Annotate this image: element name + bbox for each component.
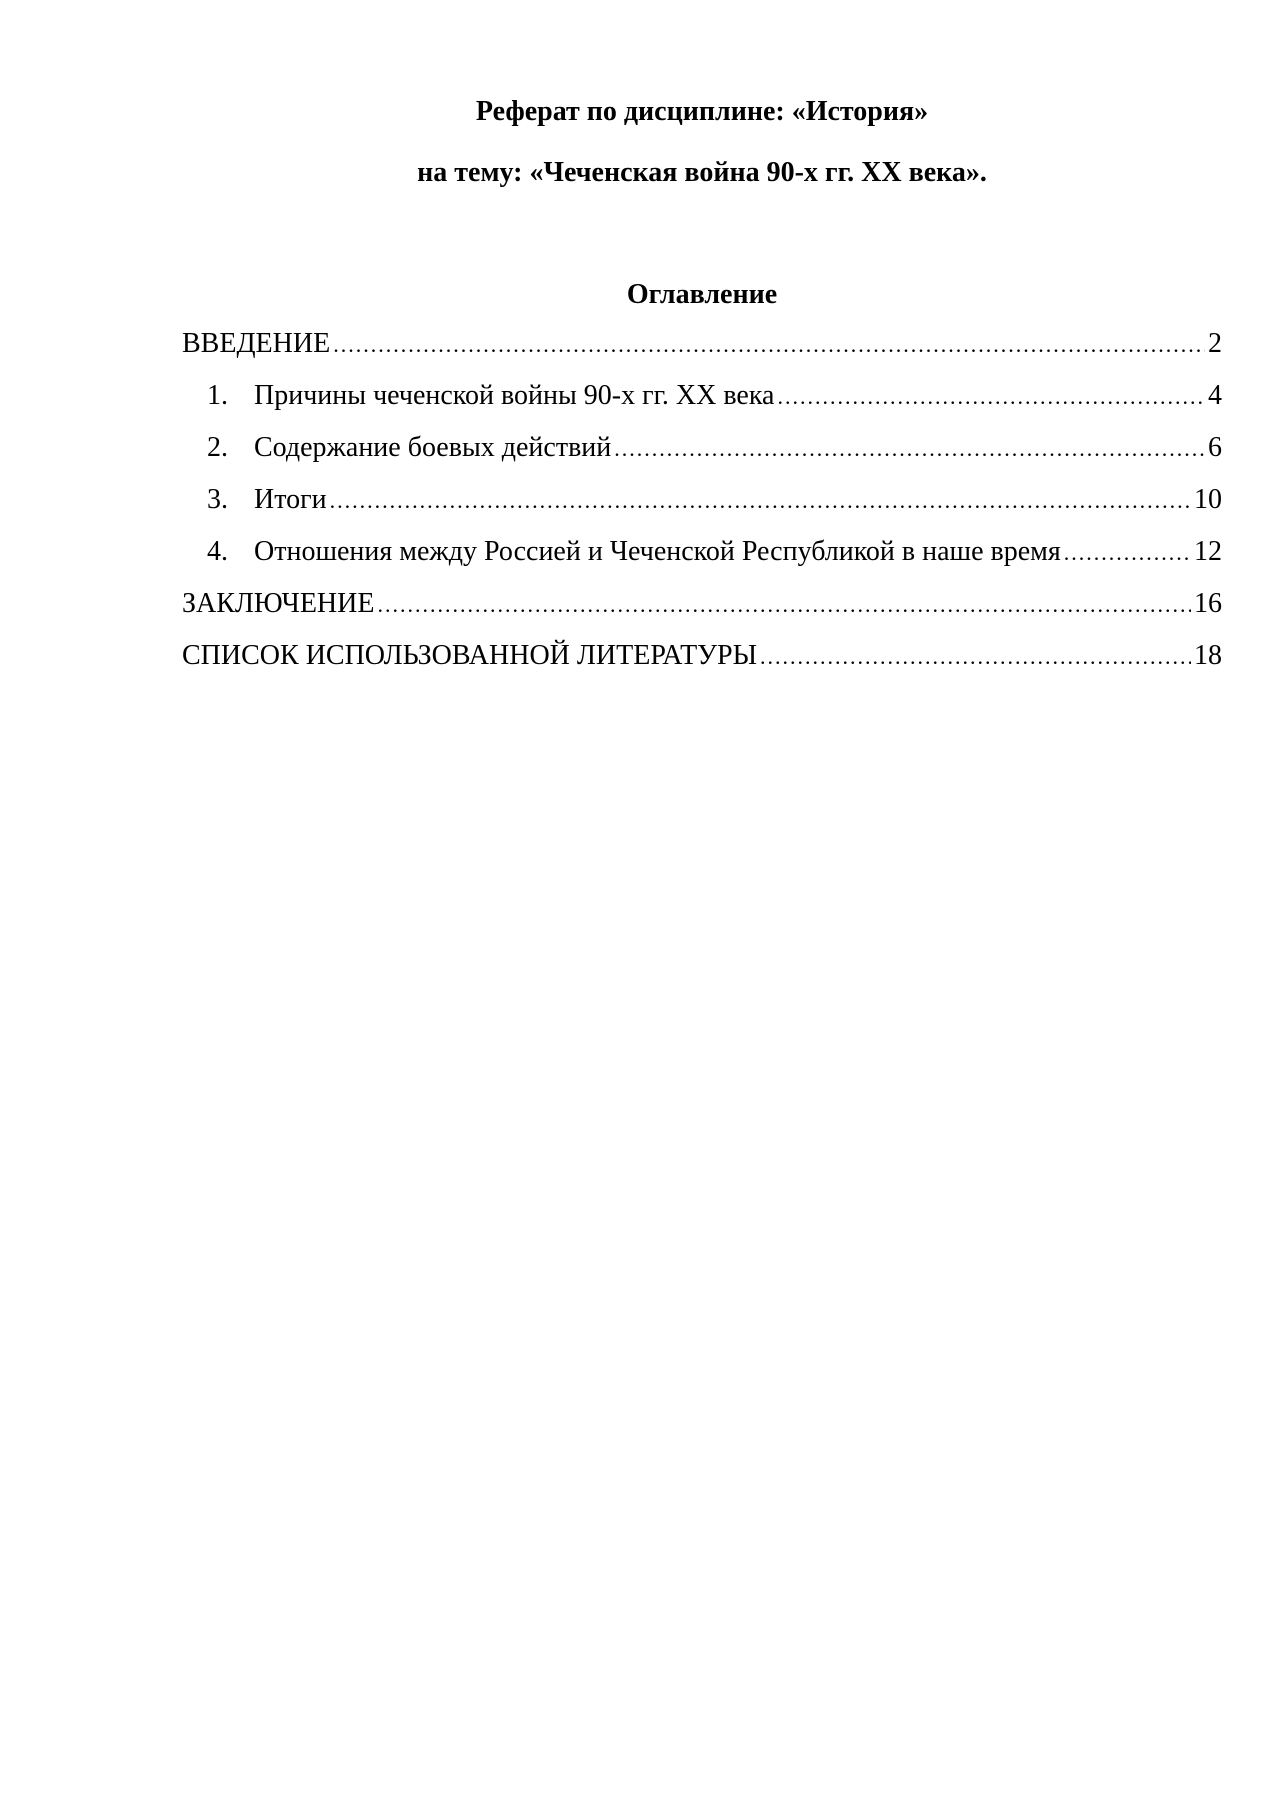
- document-subtitle: на тему: «Чеченская война 90-х гг. XX века».: [417, 157, 987, 188]
- toc-dot-leader: [777, 379, 1205, 415]
- toc-dot-leader: [333, 327, 1205, 363]
- toc-entry-page: 2: [1208, 328, 1222, 359]
- toc-entry-page: 12: [1194, 536, 1222, 567]
- toc-entry-conclusion[interactable]: [182, 586, 1222, 638]
- toc-entry-label: Отношения между Россией и Чеченской Республикой в наше время: [254, 536, 1061, 567]
- toc-entry-page: 16: [1194, 588, 1222, 619]
- toc-entry-label: СПИСОК ИСПОЛЬЗОВАННОЙ ЛИТЕРАТУРЫ: [182, 640, 757, 671]
- toc-dot-leader: [614, 431, 1205, 467]
- toc-entry-label: Причины чеченской войны 90-х гг. XX века: [254, 380, 775, 411]
- toc-dot-leader: [330, 483, 1191, 519]
- toc-dot-leader: [1064, 535, 1191, 571]
- toc-entry-bibliography[interactable]: [182, 638, 1222, 690]
- toc-entry-number: 1.: [207, 380, 228, 411]
- toc-entry-page: 10: [1194, 484, 1222, 515]
- toc-entry-introduction[interactable]: [182, 326, 1222, 378]
- toc-heading: Оглавление: [626, 279, 778, 310]
- toc-dot-leader: [760, 639, 1191, 675]
- toc-entry-causes[interactable]: [182, 378, 1222, 430]
- toc-entry-results[interactable]: [182, 482, 1222, 534]
- toc-entry-number: 4.: [207, 536, 228, 567]
- toc-entry-label: ЗАКЛЮЧЕНИЕ: [182, 588, 375, 619]
- toc-entry-number: 3.: [207, 484, 228, 515]
- toc-entry-relations[interactable]: [182, 534, 1222, 586]
- document-title: Реферат по дисциплине: «История»: [475, 96, 929, 127]
- toc-entry-number: 2.: [207, 432, 228, 463]
- toc-entry-page: 6: [1208, 432, 1222, 463]
- toc-entry-page: 4: [1208, 380, 1222, 411]
- toc-entry-label: Итоги: [254, 484, 327, 515]
- table-of-contents: [182, 326, 1222, 690]
- toc-entry-combat[interactable]: [182, 430, 1222, 482]
- toc-entry-label: ВВЕДЕНИЕ: [182, 328, 331, 359]
- toc-dot-leader: [377, 587, 1191, 623]
- toc-entry-page: 18: [1194, 640, 1222, 671]
- toc-entry-label: Содержание боевых действий: [254, 432, 612, 463]
